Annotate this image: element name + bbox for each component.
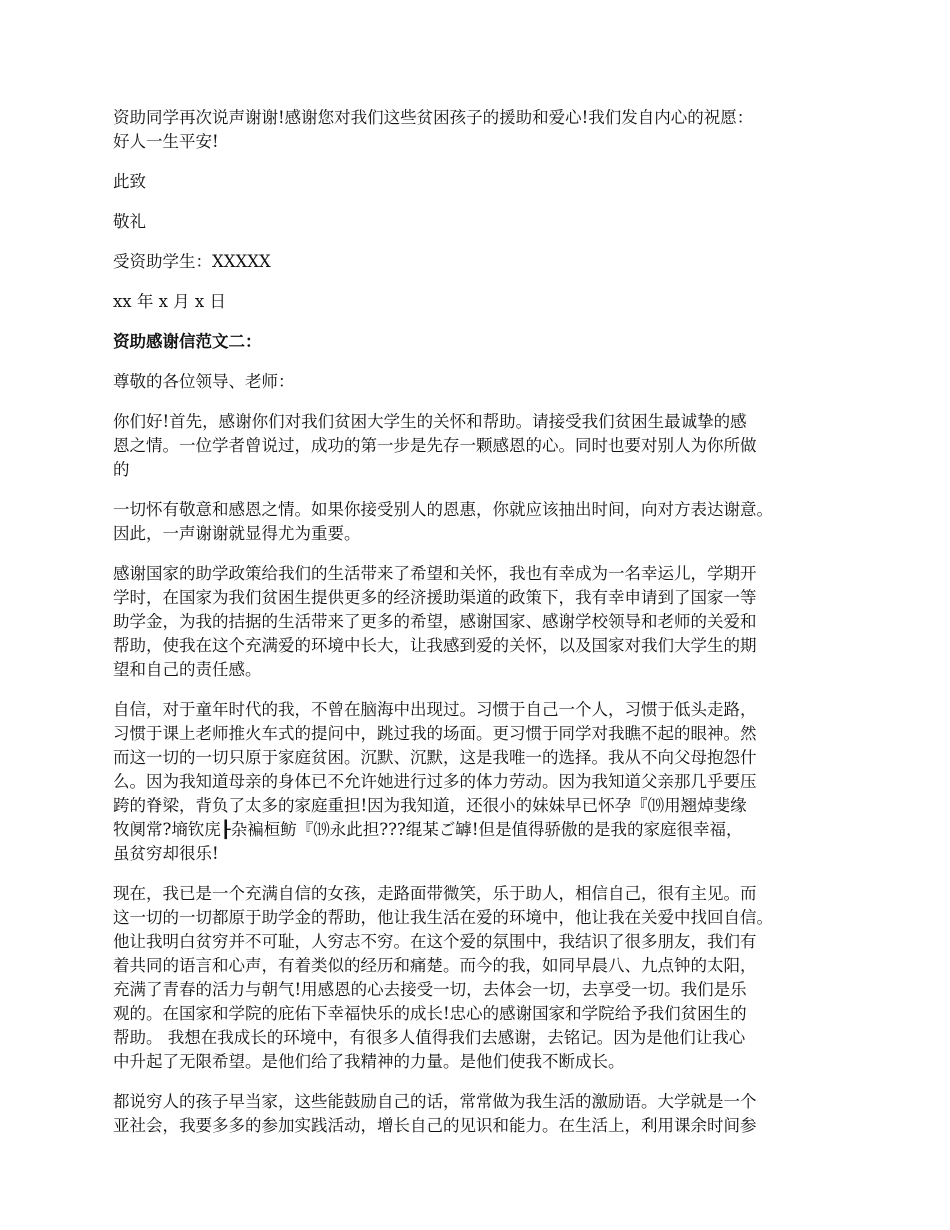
- text-line: 助学金，为我的拮据的生活带来了更多的希望，感谢国家、感谢学校领导和老师的关爱和: [113, 612, 757, 631]
- text-line: 自信，对于童年时代的我，不曾在脑海中出现过。习惯于自己一个人，习惯于低头走路，: [113, 700, 757, 719]
- text-line: 因此，一声谢谢就显得尤为重要。: [113, 524, 361, 543]
- text-line: 帮助。 我想在我成长的环境中，有很多人值得我们去感谢，去铭记。因为是他们让我心: [113, 1028, 746, 1047]
- text-line: xx 年 x 月 x 日: [113, 292, 226, 311]
- text-line: 感谢国家的助学政策给我们的生活带来了希望和关怀，我也有幸成为一名幸运儿，学期开: [113, 564, 757, 583]
- text-line: 你们好!首先，感谢你们对我们贫困大学生的关怀和帮助。请接受我们贫困生最诚挚的感: [113, 412, 747, 431]
- text-line: 着共同的语言和心声，有着类似的经历和痛楚。而今的我，如同早晨八、九点钟的太阳，: [113, 956, 757, 975]
- paragraph: [113, 290, 853, 314]
- paragraph: [113, 250, 853, 274]
- text-line: 资助感谢信范文二：: [113, 332, 262, 351]
- text-line: 帮助，使我在这个充满爱的环境中长大，让我感到爱的关怀，以及国家对我们大学生的期: [113, 636, 757, 655]
- text-line: 观的。在国家和学院的庇佑下幸福快乐的成长!忠心的感谢国家和学院给予我们贫困生的: [113, 1004, 747, 1023]
- text-line: 亚社会，我要多多的参加实践活动，增长自己的见识和能力。在生活上，利用课余时间参: [113, 1116, 757, 1135]
- text-line: 此致: [113, 172, 146, 191]
- paragraph: [113, 498, 853, 546]
- section-heading: [113, 330, 853, 354]
- text-line: 习惯于课上老师推火车式的提问中，跳过我的场面。更习惯于同学对我瞧不起的眼神。然: [113, 724, 757, 743]
- paragraph: [113, 370, 853, 394]
- text-line: 充满了青春的活力与朝气!用感恩的心去接受一切，去体会一切，去享受一切。我们是乐: [113, 980, 747, 999]
- text-line: 而这一切的一切只原于家庭贫困。沉默、沉默，这是我唯一的选择。我从不向父母抱怨什: [113, 748, 757, 767]
- text-line: 资助同学再次说声谢谢!感谢您对我们这些贫困孩子的援助和爱心!我们发自内心的祝愿：: [113, 108, 754, 127]
- text-line: 跨的脊梁，背负了太多的家庭重担!因为我知道，还很小的妹妹早已怀孕『⒆用翘焯斐缘: [113, 796, 747, 815]
- text-line: 尊敬的各位领导、老师：: [113, 372, 295, 391]
- paragraph: [113, 698, 853, 866]
- paragraph: [113, 1090, 853, 1138]
- paragraph: [113, 170, 853, 194]
- text-line: 么。因为我知道母亲的身体已不允许她进行过多的体力劳动。因为我知道父亲那几乎要压: [113, 772, 757, 791]
- text-line: 恩之情。一位学者曾说过，成功的第一步是先存一颗感恩的心。同时也要对别人为你所做: [113, 436, 757, 455]
- paragraph: [113, 210, 853, 234]
- paragraph: [113, 410, 853, 482]
- text-line: 一切怀有敬意和感恩之情。如果你接受别人的恩惠，你就应该抽出时间，向对方表达谢意。: [113, 500, 773, 519]
- text-line: 虽贫穷却很乐!: [113, 844, 219, 863]
- text-line: 敬礼: [113, 212, 146, 231]
- text-line: 牧阒常?墒钦庑┠杂褊桓鲂『⒆永此担???绲某ご罅!但是值得骄傲的是我的家庭很幸福，: [113, 820, 743, 839]
- text-line: 学时，在国家为我们贫困生提供更多的经济援助渠道的政策下，我有幸申请到了国家一等: [113, 588, 757, 607]
- paragraph: [113, 106, 853, 154]
- text-line: 望和自己的责任感。: [113, 660, 262, 679]
- paragraph: [113, 562, 853, 682]
- text-line: 受资助学生：XXXXX: [113, 252, 271, 271]
- paragraph: [113, 882, 853, 1074]
- text-line: 这一切的一切都原于助学金的帮助，他让我生活在爱的环境中，他让我在关爱中找回自信。: [113, 908, 773, 927]
- text-line: 他让我明白贫穷并不可耻，人穷志不穷。在这个爱的氛围中，我结识了很多朋友，我们有: [113, 932, 757, 951]
- text-line: 好人一生平安!: [113, 132, 219, 151]
- text-line: 的: [113, 460, 130, 479]
- text-line: 中升起了无限希望。是他们给了我精神的力量。是他们使我不断成长。: [113, 1052, 625, 1071]
- text-line: 现在，我已是一个充满自信的女孩，走路面带微笑，乐于助人，相信自己，很有主见。而: [113, 884, 757, 903]
- letter-body: [113, 106, 853, 1154]
- text-line: 都说穷人的孩子早当家，这些能鼓励自己的话，常常做为我生活的激励语。大学就是一个: [113, 1092, 757, 1111]
